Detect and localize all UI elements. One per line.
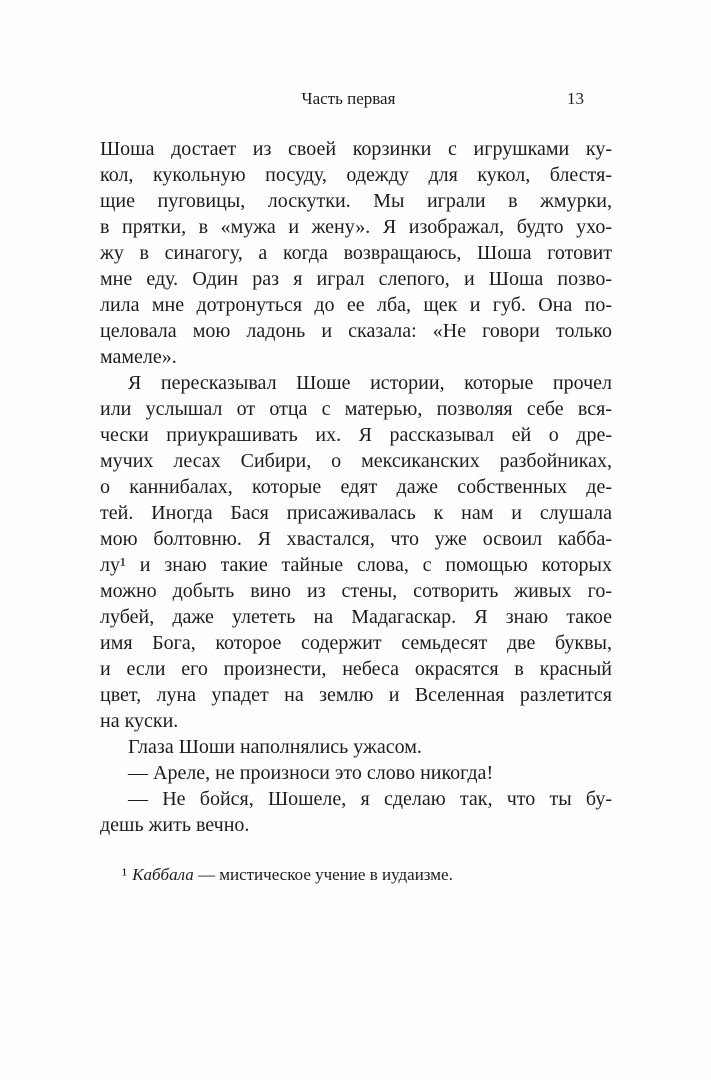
text-line: дешь жить вечно.	[100, 814, 250, 836]
text-line: тей. Иногда Бася присаживалась к нам и слушала	[100, 502, 612, 524]
text-line: мне еду. Один раз я играл слепого, и Шоша позво-	[100, 268, 612, 290]
footnote	[100, 864, 612, 886]
text-line: на куски.	[100, 710, 179, 732]
text-line: жу в синагогу, а когда возвращаюсь, Шоша готовит	[100, 242, 612, 264]
paragraph	[100, 370, 612, 734]
text-line: чески приукрашивать их. Я рассказывал ей о дре-	[100, 424, 612, 446]
text-line: Я пересказывал Шоше истории, которые прочел	[128, 372, 612, 394]
footnote-text: — мистическое учение в иудаизме.	[193, 865, 453, 884]
text-line: мою болтовню. Я хвастался, что уже освоил кабба-	[100, 528, 612, 550]
text-line: щие пуговицы, лоскутки. Мы играли в жмурки,	[100, 190, 612, 212]
footnote-marker: ¹	[122, 865, 128, 884]
page-header	[100, 88, 612, 110]
text-line: — Ареле, не произноси это слово никогда!	[128, 762, 494, 784]
text-line: цвет, луна упадет на землю и Вселенная разлетится	[100, 684, 612, 706]
paragraph	[100, 136, 612, 370]
paragraph	[100, 760, 612, 786]
body-text	[100, 136, 612, 838]
text-line: лу¹ и знаю такие тайные слова, с помощью которых	[100, 554, 612, 576]
paragraph	[100, 786, 612, 838]
text-line: Шоша достает из своей корзинки с игрушками ку-	[100, 138, 612, 160]
text-line: — Не бойся, Шошеле, я сделаю так, что ты бу-	[128, 788, 612, 810]
text-line: кол, кукольную посуду, одежду для кукол, блестя-	[100, 164, 612, 186]
text-line: целовала мою ладонь и сказала: «Не говори только	[100, 320, 612, 342]
text-line: и если его произнести, небеса окрасятся в красный	[100, 658, 612, 680]
text-line: Глаза Шоши наполнялись ужасом.	[128, 736, 422, 758]
running-title: Часть первая	[301, 89, 396, 108]
text-line: о каннибалах, которые едят даже собственных де-	[100, 476, 612, 498]
text-line: можно добыть вино из стены, сотворить живых го-	[100, 580, 612, 602]
text-line: в прятки, в «мужа и жену». Я изображал, будто ухо-	[100, 216, 612, 238]
footnote-term: Каббала	[132, 865, 194, 884]
text-line: или услышал от отца с матерью, позволяя себе вся-	[100, 398, 612, 420]
paragraph	[100, 734, 612, 760]
text-line: имя Бога, которое содержит семьдесят две буквы,	[100, 632, 612, 654]
text-line: лубей, даже улететь на Мадагаскар. Я знаю такое	[100, 606, 612, 628]
text-line: лила мне дотронуться до ее лба, щек и губ. Она по-	[100, 294, 612, 316]
text-line: мамеле».	[100, 346, 177, 368]
page-number: 13	[567, 89, 584, 108]
text-line: мучих лесах Сибири, о мексиканских разбойниках,	[100, 450, 612, 472]
